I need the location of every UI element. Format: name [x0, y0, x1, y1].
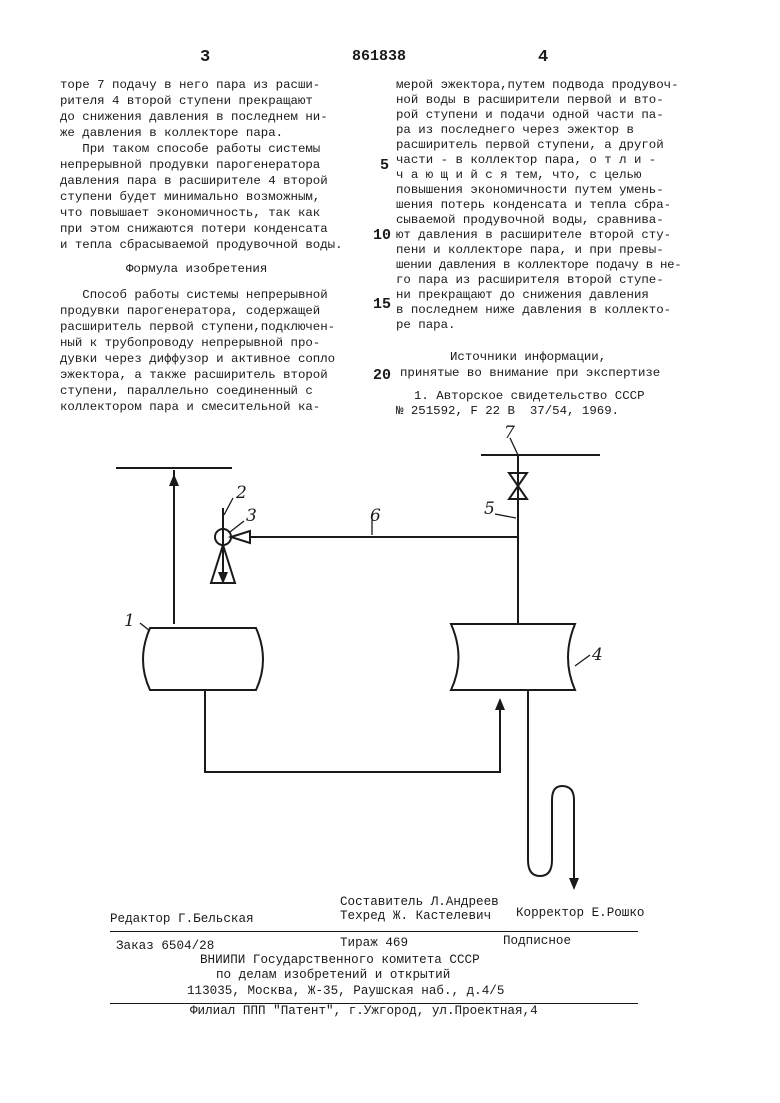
- claim-line: эжектора, а также расширитель второй: [60, 368, 328, 382]
- text-line: давления пара в расширителе 4 второй: [60, 174, 328, 188]
- line-number: 5: [380, 157, 390, 174]
- text-line: повышения экономичности путем умень-: [396, 183, 664, 197]
- claim-line: продувки парогенератора, содержащей: [60, 304, 321, 318]
- line-number: 15: [373, 296, 392, 313]
- circulation: Тираж 469: [340, 936, 409, 950]
- address: 113035, Москва, Ж-35, Раушская наб., д.4/5: [187, 984, 505, 998]
- label-1: 1: [124, 611, 135, 631]
- label-4: 4: [592, 645, 603, 665]
- text-line: же давления в коллекторе пара.: [60, 126, 284, 140]
- label-2: 2: [236, 483, 247, 503]
- expander-4: [451, 624, 575, 690]
- reference-line: № 251592, F 22 B 37/54, 1969.: [396, 404, 620, 418]
- compiler: Составитель Л.Андреев: [340, 895, 499, 909]
- text-line: рителя 4 второй ступени прекращают: [60, 94, 313, 108]
- text-line: ре пара.: [396, 318, 456, 332]
- claim-line: коллектором пара и смесительной ка-: [60, 400, 321, 414]
- text-line: ступени будет минимально возможным,: [60, 190, 321, 204]
- claim-line: Способ работы системы непрерывной: [60, 288, 328, 302]
- sources-subtitle: принятые во внимание при экспертизе: [400, 366, 661, 380]
- expander-1: [143, 628, 263, 690]
- claim-line: дувки через диффузор и активное сопло: [60, 352, 336, 366]
- label-3: 3: [246, 506, 257, 526]
- organization-dept: по делам изобретений и открытий: [216, 968, 451, 982]
- text-line: шении давления в коллекторе подачу в не-: [396, 258, 682, 272]
- patent-number: 861838: [352, 48, 407, 65]
- line-number: 20: [373, 367, 392, 384]
- text-line: и тепла сбрасываемой продувочной воды.: [60, 238, 343, 252]
- order: Заказ 6504/28: [116, 939, 215, 953]
- section-title: Формула изобретения: [126, 262, 268, 276]
- label-7: 7: [504, 423, 515, 443]
- ejector-arrow: [231, 531, 250, 543]
- editor: Редактор Г.Бельская: [110, 912, 254, 926]
- line-number: 10: [373, 227, 392, 244]
- text-line: При таком способе работы системы: [60, 142, 321, 156]
- text-line: расширитель первой ступени, а другой: [396, 138, 664, 152]
- subscription: Подписное: [503, 934, 572, 948]
- connection-pipe: [205, 690, 500, 772]
- text-line: в последнем ниже давления в коллекто-: [396, 303, 672, 317]
- text-line: при этом снижаются потери конденсата: [60, 222, 328, 236]
- text-line: торе 7 подачу в него пара из расши-: [60, 78, 321, 92]
- text-line: непрерывной продувки парогенератора: [60, 158, 321, 172]
- text-line: ни прекращают до снижения давления: [396, 288, 649, 302]
- organization: ВНИИПИ Государственного комитета СССР: [200, 953, 480, 967]
- text-line: шения потерь конденсата и тепла сбра-: [396, 198, 672, 212]
- claim-line: расширитель первой ступени,подключен-: [60, 320, 336, 334]
- text-line: ч а ю щ и й с я тем, что, с целью: [396, 168, 642, 182]
- label-5: 5: [484, 499, 495, 519]
- reference-line: 1. Авторское свидетельство СССР: [414, 389, 645, 403]
- text-line: части - в коллектор пара, о т л и -: [396, 153, 657, 167]
- text-line: рой ступени и подачи одной части па-: [396, 108, 664, 122]
- text-line: мерой эжектора,путем подвода продувоч-: [396, 78, 679, 92]
- label-6: 6: [370, 506, 381, 526]
- techred: Техред Ж. Кастелевич: [340, 909, 492, 923]
- divider: [110, 931, 638, 932]
- branch: Филиал ППП "Патент", г.Ужгород, ул.Проектная,4: [190, 1004, 538, 1018]
- arrow-up-icon: [169, 474, 179, 486]
- arrow-down-icon: [569, 878, 579, 890]
- claim-line: ный к трубопроводу непрерывной про-: [60, 336, 321, 350]
- text-line: пени и коллекторе пара, и при превы-: [396, 243, 664, 257]
- text-line: ют давления в расширителе второй сту-: [396, 228, 672, 242]
- arrow-up-icon: [495, 698, 505, 710]
- drain-u-tube: [528, 690, 574, 880]
- text-line: го пара из расширителя второй ступе-: [396, 273, 664, 287]
- claim-line: ступени, параллельно соединенный с: [60, 384, 313, 398]
- text-line: что повышает экономичность, так как: [60, 206, 321, 220]
- text-line: сываемой продувочной воды, сравнива-: [396, 213, 664, 227]
- corrector: Корректор Е.Рошко: [516, 906, 645, 920]
- sources-title: Источники информации,: [450, 350, 607, 364]
- text-line: ной воды в расширители первой и вто-: [396, 93, 664, 107]
- page-number-left: 3: [200, 48, 211, 67]
- text-line: ра из последнего через эжектор в: [396, 123, 634, 137]
- text-line: до снижения давления в последнем ни-: [60, 110, 328, 124]
- page-number-right: 4: [538, 48, 549, 67]
